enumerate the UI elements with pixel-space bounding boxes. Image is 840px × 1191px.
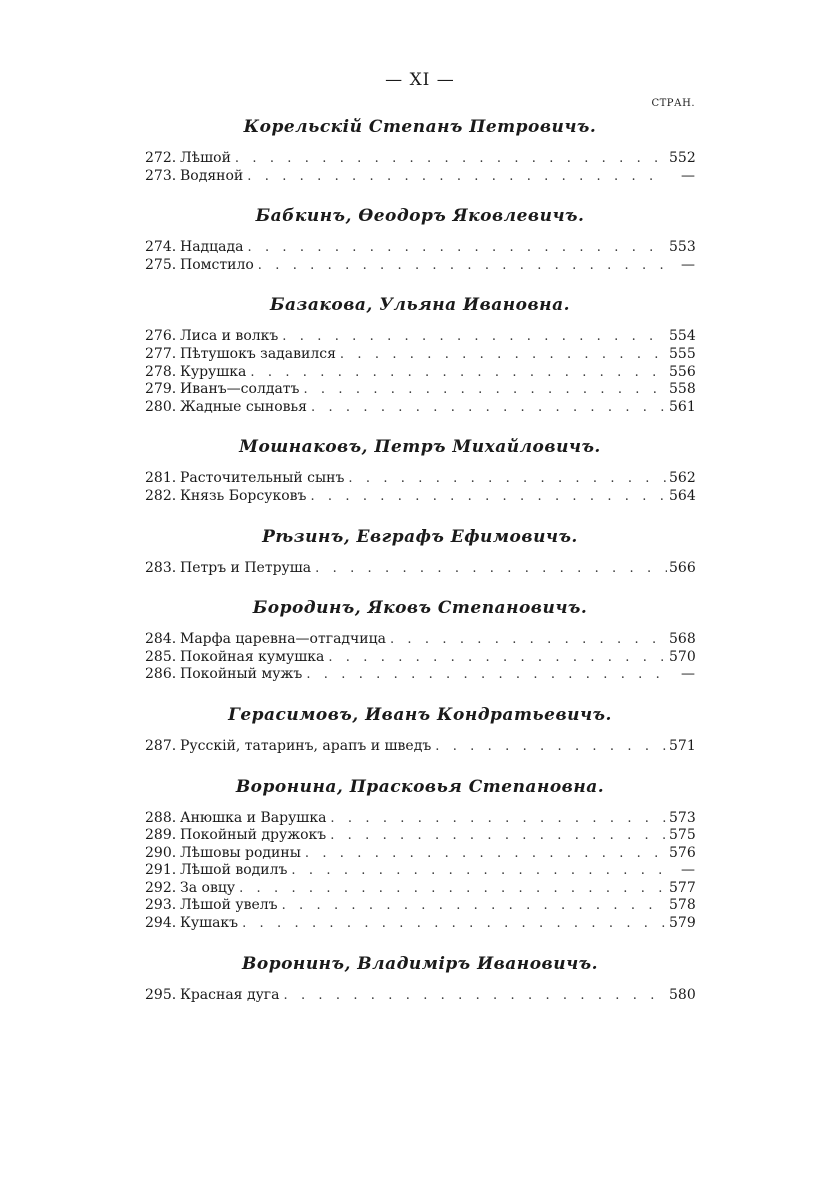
dot-leader — [303, 381, 667, 399]
entry-title: Русскій, татаринъ, арапъ и шведъ — [180, 737, 432, 754]
entry-title: Анюшка и Варушка — [180, 809, 327, 826]
page-number: — XI — — [385, 70, 455, 90]
entry-title: За овцу — [180, 879, 236, 896]
narrator-section — [145, 205, 695, 274]
toc-entry — [145, 346, 695, 364]
entry-title: Водяной — [180, 167, 244, 184]
entry-number: 281. — [145, 470, 177, 487]
toc-entry — [145, 150, 695, 168]
entry-list — [145, 631, 695, 684]
entry-page: 552 — [669, 150, 696, 166]
dot-leader — [283, 987, 667, 1005]
entry-number: 288. — [145, 809, 177, 826]
entry-title: Петръ и Петруша — [180, 559, 312, 576]
entry-page: 561 — [669, 398, 696, 415]
entry-number: 280. — [145, 398, 177, 415]
dot-leader — [330, 827, 667, 845]
toc-entry — [145, 845, 695, 863]
entry-title: Покойный дружокъ — [180, 827, 327, 844]
entry-title: Марфа царевна—отгадчица — [180, 631, 386, 648]
entry-number: 286. — [145, 666, 177, 683]
entry-title: Покойный мужъ — [180, 666, 303, 683]
entry-page: 553 — [669, 239, 696, 256]
dot-leader — [235, 150, 667, 168]
entry-page: 580 — [669, 986, 696, 1003]
toc-entry — [145, 257, 695, 275]
dot-leader — [310, 488, 667, 506]
narrator-section — [145, 436, 695, 505]
entry-number: 272. — [145, 150, 177, 166]
entry-list — [145, 470, 695, 505]
dot-leader — [239, 880, 667, 898]
dot-leader — [311, 399, 667, 417]
narrator-section — [145, 116, 695, 185]
dot-leader — [315, 560, 667, 578]
entry-page: 579 — [669, 915, 696, 932]
entry-title: Курушка — [180, 363, 247, 380]
entry-number: 287. — [145, 737, 177, 754]
entry-page: 571 — [669, 737, 696, 754]
toc-entry — [145, 915, 695, 933]
entry-title: Жадные сыновья — [180, 398, 307, 415]
narrator-heading: Бородинъ, Яковъ Степановичъ. — [252, 598, 588, 619]
dot-leader — [340, 346, 667, 364]
dot-leader — [282, 897, 667, 915]
toc-entry — [145, 328, 695, 346]
narrator-section — [145, 776, 695, 933]
entry-page: — — [681, 167, 695, 184]
entry-number: 289. — [145, 827, 177, 844]
toc-entry — [145, 631, 695, 649]
toc-entry — [145, 827, 695, 845]
entry-page: 570 — [669, 648, 696, 665]
entry-list — [145, 738, 695, 756]
narrator-heading: Бабкинъ, Ѳеодоръ Яковлевичъ. — [255, 206, 585, 227]
entry-page: 568 — [669, 631, 696, 648]
narrator-heading: Корельскій Степанъ Петровичъ. — [243, 117, 597, 137]
dot-leader — [330, 810, 667, 828]
entry-page: 558 — [669, 381, 696, 398]
entry-list — [145, 560, 695, 578]
narrator-heading: Мошнаковъ, Петръ Михайловичъ. — [239, 437, 601, 458]
entry-page: — — [681, 862, 695, 879]
entry-page: — — [681, 256, 695, 273]
toc-entry — [145, 666, 695, 684]
entry-number: 278. — [145, 363, 177, 380]
entry-page: 577 — [669, 879, 696, 896]
entry-page: 576 — [669, 844, 696, 861]
entry-title: Иванъ—солдатъ — [180, 381, 300, 398]
entry-number: 282. — [145, 487, 177, 504]
entry-title: Пѣтушокъ задавился — [180, 345, 336, 362]
entry-page: 578 — [669, 897, 696, 914]
dot-leader — [306, 666, 667, 684]
entry-number: 285. — [145, 648, 177, 665]
narrator-section — [145, 294, 695, 416]
entry-page: 573 — [669, 809, 696, 826]
dot-leader — [291, 862, 667, 880]
toc-entry — [145, 738, 695, 756]
entry-title: Князь Борсуковъ — [180, 487, 307, 504]
entry-number: 293. — [145, 897, 177, 914]
entry-page: 554 — [669, 328, 696, 345]
dot-leader — [305, 845, 667, 863]
page-column-label: СТРАН. — [651, 98, 695, 109]
entry-title: Расточительный сынъ — [180, 470, 345, 487]
entry-title: Красная дуга — [180, 986, 280, 1003]
narrator-heading: Рѣзинъ, Евграфъ Ефимовичъ. — [262, 526, 578, 547]
entry-page: 566 — [669, 559, 696, 576]
narrator-heading: Воронина, Прасковья Степановна. — [235, 776, 605, 797]
toc-entry — [145, 880, 695, 898]
entry-list — [145, 328, 695, 416]
toc-entry — [145, 810, 695, 828]
entry-title: Лѣшовы родины — [180, 844, 301, 861]
entry-number: 291. — [145, 862, 177, 879]
entry-number: 290. — [145, 844, 177, 861]
entry-list — [145, 150, 695, 185]
entry-number: 274. — [145, 239, 177, 256]
toc-entry — [145, 381, 695, 399]
toc-entry — [145, 239, 695, 257]
entry-title: Лѣшой увелъ — [180, 897, 278, 914]
entry-title: Кушакъ — [180, 915, 239, 932]
toc-entry — [145, 649, 695, 667]
entry-page: 575 — [669, 827, 696, 844]
narrator-heading: Базакова, Ульяна Ивановна. — [269, 295, 571, 316]
dot-leader — [348, 470, 667, 488]
entry-number: 295. — [145, 986, 177, 1003]
dot-leader — [248, 239, 668, 257]
toc-entry — [145, 168, 695, 186]
entry-number: 273. — [145, 167, 177, 184]
dot-leader — [390, 631, 667, 649]
toc-entry — [145, 399, 695, 417]
narrator-section — [145, 953, 695, 1005]
entry-title: Надцада — [180, 239, 244, 256]
toc-entry — [145, 862, 695, 880]
narrator-section — [145, 597, 695, 684]
toc-entry — [145, 488, 695, 506]
entry-page: — — [681, 666, 695, 683]
narrator-section — [145, 704, 695, 756]
entry-list — [145, 810, 695, 933]
dot-leader — [242, 915, 667, 933]
narrator-heading: Воронинъ, Владиміръ Ивановичъ. — [242, 953, 598, 974]
dot-leader — [328, 649, 667, 667]
entry-number: 292. — [145, 879, 177, 896]
toc-entry — [145, 897, 695, 915]
entry-number: 283. — [145, 559, 177, 576]
entry-number: 279. — [145, 381, 177, 398]
toc-entry — [145, 987, 695, 1005]
dot-leader — [282, 328, 667, 346]
entry-page: 564 — [669, 487, 696, 504]
entry-list — [145, 987, 695, 1005]
dot-leader — [258, 257, 667, 275]
toc-entry — [145, 470, 695, 488]
entry-page: 556 — [669, 363, 696, 380]
entry-title: Помстило — [180, 256, 254, 273]
entry-number: 294. — [145, 915, 177, 932]
entry-number: 276. — [145, 328, 177, 345]
toc-entry — [145, 560, 695, 578]
toc-entry — [145, 364, 695, 382]
entry-list — [145, 239, 695, 274]
narrator-heading: Герасимовъ, Иванъ Кондратьевичъ. — [228, 704, 612, 725]
entry-page: 555 — [669, 345, 696, 362]
narrator-section — [145, 526, 695, 578]
dot-leader — [250, 364, 667, 382]
entry-title: Лѣшой — [180, 150, 231, 166]
table-of-contents — [145, 116, 695, 1024]
entry-number: 275. — [145, 256, 177, 273]
entry-page: 562 — [669, 470, 696, 487]
entry-title: Покойная кумушка — [180, 648, 325, 665]
dot-leader — [435, 738, 667, 756]
dot-leader — [247, 168, 667, 186]
entry-number: 277. — [145, 345, 177, 362]
entry-title: Лиса и волкъ — [180, 328, 279, 345]
entry-title: Лѣшой водилъ — [180, 862, 288, 879]
entry-number: 284. — [145, 631, 177, 648]
